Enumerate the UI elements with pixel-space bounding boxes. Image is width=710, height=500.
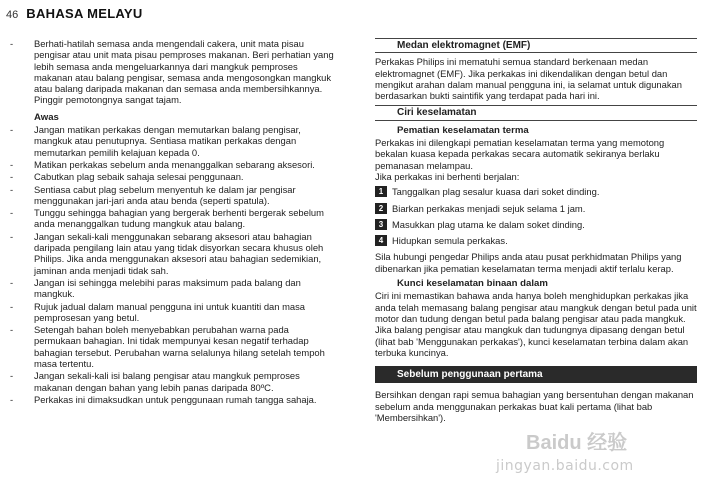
right-column — [375, 38, 697, 427]
step-item — [375, 235, 697, 246]
awas-list — [8, 124, 338, 405]
step-text: Biarkan perkakas menjadi sejuk selama 1 jam. — [392, 202, 586, 214]
steps-note: Sila hubungi pengedar Philips anda atau pusat perkhidmatan Philips yang dibenarkan jika pematian keselamatan terma menjadi aktif terlalu kerap. — [375, 251, 682, 274]
safety-heading: Ciri keselamatan — [375, 105, 697, 120]
first-use-heading: Sebelum penggunaan pertama — [375, 366, 697, 383]
bullet-item: - Cabutkan plag sebaik sahaja selesai penggunaan. — [8, 171, 338, 182]
step-text: Masukkan plag utama ke dalam soket dinding. — [392, 218, 585, 230]
steps-list — [375, 186, 697, 246]
bullet-item: - Sentiasa cabut plag sebelum menyentuh ke dalam jar pengisar menggunakan jari-jari anda atau benda (seperti spatula). — [8, 184, 338, 207]
step-number-badge: 4 — [375, 235, 387, 246]
bullet-item: - Perkakas ini dimaksudkan untuk penggunaan rumah tangga sahaja. — [8, 394, 338, 405]
page-title: BAHASA MELAYU — [26, 6, 143, 21]
step-item — [375, 186, 697, 197]
protection-heading: Pematian keselamatan terma — [397, 124, 529, 136]
watermark-logo-text: Baidu 经验 — [526, 432, 628, 454]
protection-text: Perkakas ini dilengkapi pematian keselamatan terma yang memotong bekalan kuasa kepada perkakas secara automatik sekiranya berlaku pemanasan melampau. — [375, 137, 665, 171]
bullet-item: - Tunggu sehingga bahagian yang bergerak berhenti bergerak sebelum anda menanggalkan tudung mangkuk atau balang. — [8, 207, 338, 230]
step-number-badge: 3 — [375, 219, 387, 230]
bullet-item: - Jangan isi sehingga melebihi paras maksimum pada balang dan mangkuk. — [8, 277, 338, 300]
intro-list — [8, 38, 338, 106]
watermark-url: jingyan.baidu.com — [496, 458, 634, 474]
left-column — [8, 38, 338, 406]
step-number-badge: 1 — [375, 186, 387, 197]
bullet-item: - Matikan perkakas sebelum anda menanggalkan sebarang aksesori. — [8, 159, 338, 170]
step-item — [375, 203, 697, 214]
lock-heading: Kunci keselamatan binaan dalam — [397, 278, 548, 290]
bullet-item: - Setengah bahan boleh menyebabkan perubahan warna pada permukaan bahagian. Ini tidak mempunyai kesan negatif terhadap bahagian tersebut. Perubahan warna selalunya hilang setelah tempoh masa tertentu. — [8, 324, 338, 369]
bullet-item: - Berhati-hatilah semasa anda mengendali cakera, unit mata pisau pengisar atau unit mata pisau pemproses makanan. Beri perhatian yang lebih semasa anda mengeluarkannya dari mangkuk pemproses makanan atau balang pengisar, semasa anda mengosongkan mangkuk atau balang daripada makanan dan semasa anda membersihkannya. Pinggir pemotongnya sangat tajam. — [8, 38, 338, 106]
watermark — [496, 426, 696, 484]
bullet-item: - Rujuk jadual dalam manual pengguna ini untuk kuantiti dan masa pemprosesan yang betul. — [8, 301, 338, 324]
step-text: Hidupkan semula perkakas. — [392, 235, 508, 247]
bullet-item: - Jangan sekali-kali isi balang pengisar atau mangkuk pemproses makanan dengan bahan yang lebih panas daripada 80ºC. — [8, 370, 338, 393]
page-number: 46 — [6, 9, 19, 21]
first-use-text: Bersihkan dengan rapi semua bahagian yang bersentuhan dengan makanan sebelum anda menggunakan perkakas buat kali pertama (lihat bab 'Membersihkan'). — [375, 389, 694, 424]
page-header — [6, 6, 143, 21]
awas-heading: Awas — [34, 111, 59, 123]
step-text: Tanggalkan plag sesalur kuasa dari soket dinding. — [392, 186, 600, 198]
bullet-item: - Jangan sekali-kali menggunakan sebarang aksesori atau bahagian daripada pengilang lain atau yang tidak disyorkan secara khusus oleh Philips. Jika anda menggunakan aksesori atau bahagian sedemikian, jaminan anda menjadi tidak sah. — [8, 231, 338, 276]
protection-if: Jika perkakas ini berhenti berjalan: — [375, 170, 520, 182]
emf-heading: Medan elektromagnet (EMF) — [375, 38, 697, 53]
emf-text: Perkakas Philips ini mematuhi semua standard berkenaan medan elektromagnet (EMF). Jika perkakas ini dikendalikan dengan betul dan mengikut arahan dalam manual pengguna ini, ia selamat untuk digunakan berdasarkan bukti saintifik yang terdapat pada hari ini. — [375, 56, 682, 102]
step-number-badge: 2 — [375, 203, 387, 214]
bullet-item: - Jangan matikan perkakas dengan memutarkan balang pengisar, mangkuk atau penutupnya. Sentiasa matikan perkakas dengan memutarkan pemilih kelajuan kepada 0. — [8, 124, 338, 158]
lock-text: Ciri ini memastikan bahawa anda hanya boleh menghidupkan perkakas jika anda telah memasang balang pengisar atau mangkuk dengan betul pada unit motor dan tudung dengan betul pada balang pengisar atau pada mangkuk. Jika balang pengisar atau mangkuk dan tudungnya dipasang dengan betul (lihat bab 'Menggunakan perkakas'), kunci keselamatan terbina dalam akan terbuka kuncinya. — [375, 290, 697, 358]
step-item — [375, 219, 697, 230]
